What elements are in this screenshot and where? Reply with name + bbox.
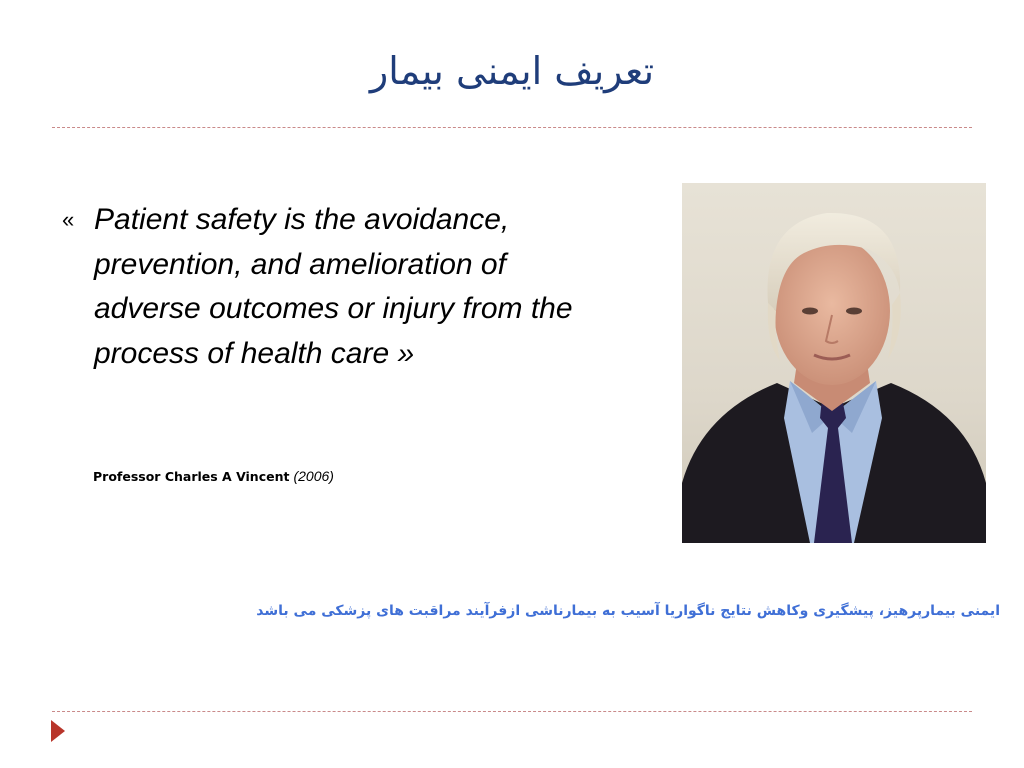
top-divider bbox=[52, 127, 972, 128]
persian-definition: ایمنی بیمارپرهیز، پیشگیری وکاهش نتایج ناگواریا آسیب به بیمارناشی ازفرآیند مراقبت های پزشکی می باشد bbox=[256, 603, 1000, 619]
bottom-divider bbox=[52, 711, 972, 712]
attribution-year: (2006) bbox=[293, 468, 334, 484]
quote-text: Patient safety is the avoidance, prevention, and amelioration of adverse outcomes or injury from the process of health care » bbox=[94, 203, 573, 370]
open-quote-mark: « bbox=[62, 207, 75, 232]
portrait-illustration bbox=[682, 183, 986, 543]
quote-block bbox=[62, 198, 582, 376]
attribution-name: Professor Charles A Vincent bbox=[93, 469, 290, 484]
triangle-right-icon bbox=[51, 720, 65, 742]
slide-title: تعریف ایمنی بیمار bbox=[369, 49, 655, 93]
quote-paragraph bbox=[62, 198, 582, 376]
attribution bbox=[93, 468, 334, 484]
portrait-photo bbox=[682, 183, 986, 543]
